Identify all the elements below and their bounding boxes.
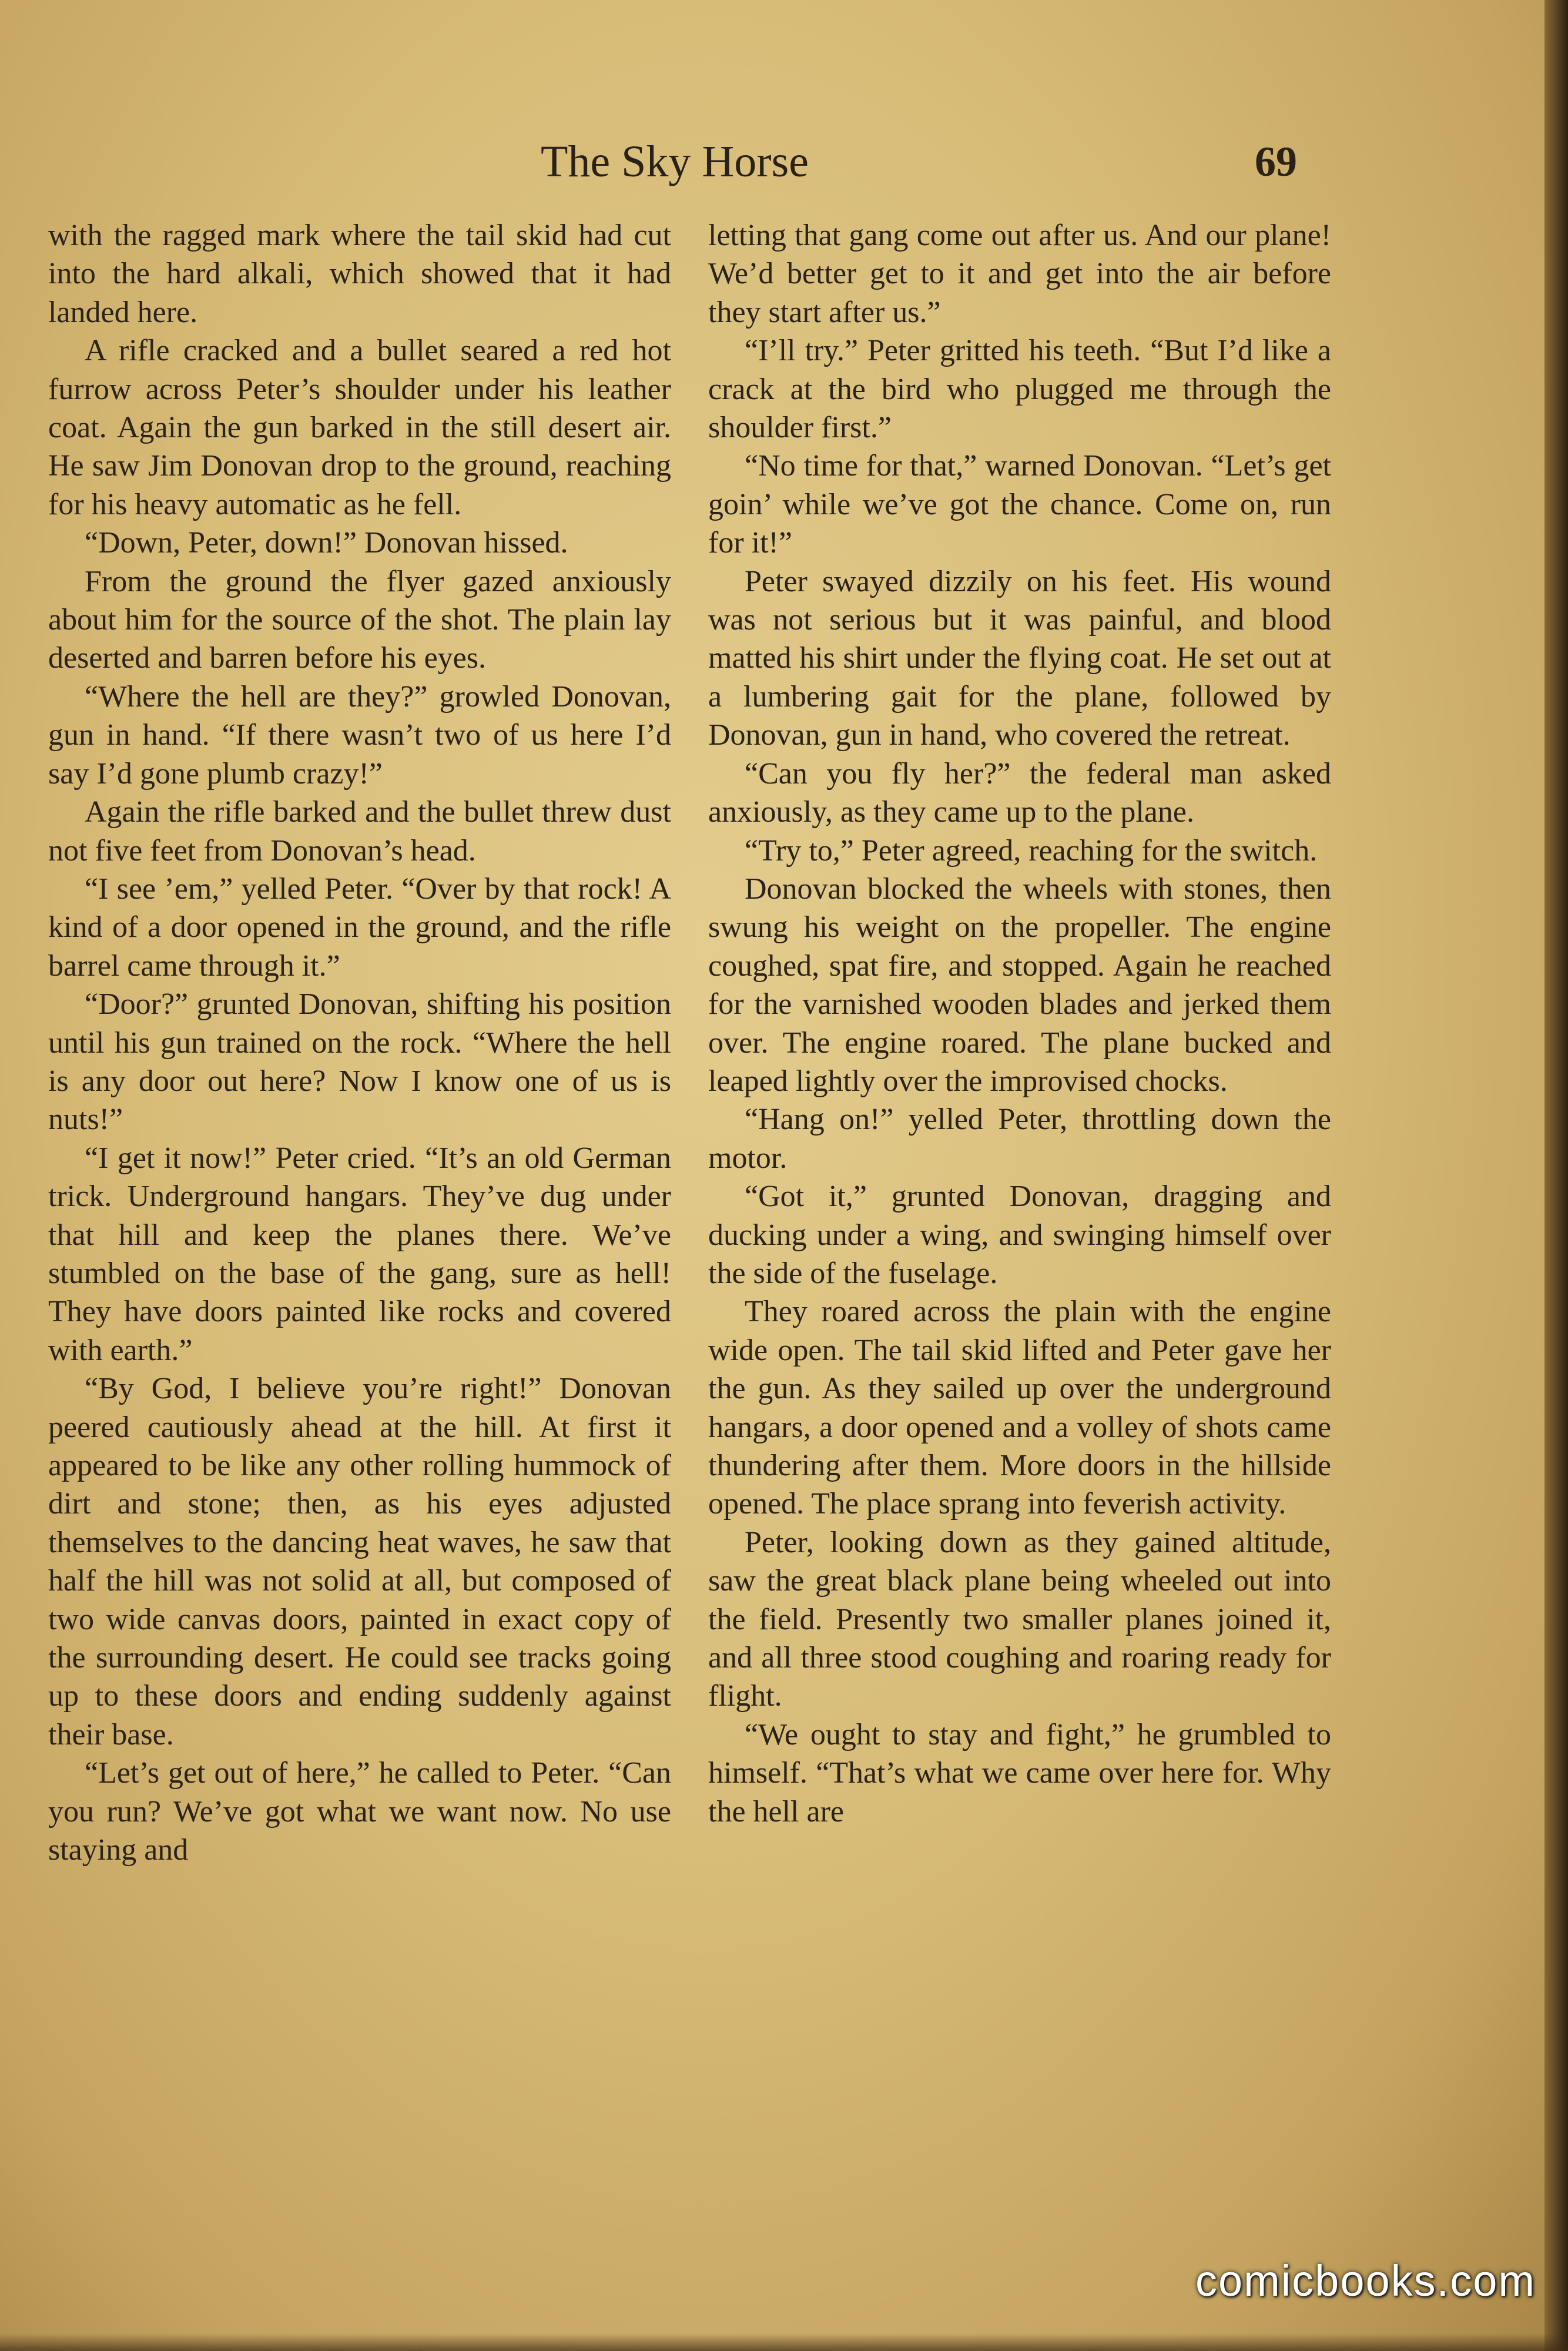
paragraph: Peter swayed dizzily on his feet. His wound was not serious but it was painful, and blood matted his shirt under the flying coat. He set out at a lumbering gait for the plane, followed by Donovan, gun in hand, who covered the retreat. (708, 564, 1331, 752)
paragraph: with the ragged mark where the tail skid had cut into the hard alkali, which showed that it had landed here. (48, 219, 671, 329)
paragraph: “No time for that,” warned Donovan. “Let’s get goin’ while we’ve got the chance. Come on, run for it!” (708, 449, 1331, 560)
paragraph: A rifle cracked and a bullet seared a red hot furrow across Peter’s shoulder under his leather coat. Again the gun barked in the still desert air. He saw Jim Donovan drop to the ground, reaching for his heavy automatic as he fell. (48, 334, 671, 521)
running-title: The Sky Horse (541, 137, 809, 186)
paragraph: “We ought to stay and fight,” he grumbled to himself. “That’s what we came over here for. Why the hell are (708, 1717, 1331, 1828)
paragraph: From the ground the flyer gazed anxiously about him for the source of the shot. The plain lay deserted and barren before his eyes. (48, 564, 671, 675)
page-header (0, 132, 1568, 197)
paragraph: Peter, looking down as they gained altitude, saw the great black plane being wheeled out into the field. Presently two smaller planes joined it, and all three stood coughing and roaring ready for flight. (708, 1525, 1331, 1713)
page-bottom-edge (0, 2333, 1568, 2351)
page-edge (1544, 0, 1568, 2351)
paragraph: “Hang on!” yelled Peter, throttling down the motor. (708, 1103, 1331, 1175)
paragraph: Again the rifle barked and the bullet threw dust not five feet from Donovan’s head. (48, 795, 671, 868)
left-text-column (48, 216, 671, 1869)
paragraph: “Try to,” Peter agreed, reaching for the switch. (745, 833, 1318, 868)
paragraph: “Down, Peter, down!” Donovan hissed. (85, 526, 568, 560)
paragraph: “Where the hell are they?” growled Donovan, gun in hand. “If there wasn’t two of us here I’d say I’d gone plumb crazy!” (48, 679, 671, 791)
paragraph: “I see ’em,” yelled Peter. “Over by that rock! A kind of a door opened in the ground, and the rifle barrel came through it.” (48, 872, 671, 983)
paragraph: “I get it now!” Peter cried. “It’s an old German trick. Underground hangars. They’ve dug under that hill and keep the planes there. We’ve stumbled on the base of the gang, sure as hell! They have doors painted like rocks and covered with earth.” (48, 1141, 671, 1367)
paragraph: “I’ll try.” Peter gritted his teeth. “But I’d like a crack at the bird who plugged me through the shoulder first.” (708, 334, 1331, 445)
right-text-column (708, 216, 1331, 1831)
paragraph: “Let’s get out of here,” he called to Peter. “Can you run? We’ve got what we want now. No use staying and (48, 1756, 671, 1867)
paragraph: letting that gang come out after us. And our plane! We’d better get to it and get into the air before they start after us.” (708, 219, 1331, 329)
paragraph: “Can you fly her?” the federal man asked anxiously, as they came up to the plane. (708, 756, 1331, 829)
paragraph: “Door?” grunted Donovan, shifting his position until his gun trained on the rock. “Where the hell is any door out here? Now I know one of us is nuts!” (48, 987, 671, 1137)
paragraph: “By God, I believe you’re right!” Donovan peered cautiously ahead at the hill. At first it appeared to be like any other rolling hummock of dirt and stone; then, as his eyes adjusted themselves to the dancing heat waves, he saw that half the hill was not solid at all, but composed of two wide canvas doors, painted in exact copy of the surrounding desert. He could see tracks going up to these doors and ending suddenly against their base. (48, 1372, 671, 1751)
page-number: 69 (1255, 138, 1297, 185)
paragraph: “Got it,” grunted Donovan, dragging and ducking under a wing, and swinging himself over the side of the fuselage. (708, 1180, 1331, 1290)
paragraph: They roared across the plain with the engine wide open. The tail skid lifted and Peter gave her the gun. As they sailed up over the underground hangars, a door opened and a volley of shots came thundering after them. More doors in the hillside opened. The place sprang into feverish activity. (708, 1295, 1331, 1521)
paragraph: Donovan blocked the wheels with stones, then swung his weight on the propeller. The engine coughed, spat fire, and stopped. Again he reached for the varnished wooden blades and jerked them over. The engine roared. The plane bucked and leaped lightly over the improvised chocks. (708, 872, 1331, 1098)
watermark-logo: comicbooks.com (1195, 2256, 1536, 2305)
